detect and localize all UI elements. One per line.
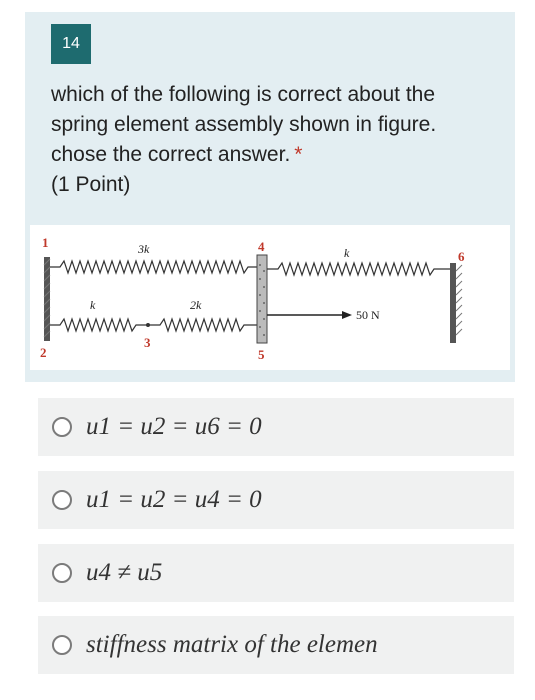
radio-button[interactable] [52, 635, 72, 655]
node-label-5: 5 [258, 347, 265, 362]
force-arrow-head [342, 311, 352, 319]
required-marker: * [294, 143, 303, 166]
spring-label-2k: 2k [190, 298, 202, 312]
option-1-label: u1 = u2 = u6 = 0 [86, 413, 262, 440]
spring-2k [148, 319, 257, 331]
option-4[interactable] [38, 616, 514, 674]
spring-assembly-figure [30, 225, 510, 370]
spring-3k [50, 261, 257, 273]
radio-button[interactable] [52, 417, 72, 437]
option-2-label: u1 = u2 = u4 = 0 [86, 486, 262, 513]
radio-button[interactable] [52, 490, 72, 510]
spring-label-3k: 3k [138, 242, 150, 256]
node-label-4: 4 [258, 239, 265, 254]
node-label-6: 6 [458, 249, 465, 264]
question-number: 14 [62, 35, 80, 52]
question-text-block [51, 80, 491, 200]
option-3[interactable] [38, 544, 514, 602]
question-number-badge [51, 24, 91, 64]
question-points: (1 Point) [51, 173, 131, 196]
option-1[interactable] [38, 398, 514, 456]
spring-diagram [30, 225, 510, 370]
force-label: 50 N [356, 308, 380, 322]
left-wall [44, 257, 50, 341]
question-text: which of the following is correct about the spring element assembly shown in figure. chose the correct answer. [51, 83, 437, 166]
rigid-bar [257, 255, 267, 343]
option-4-label: stiffness matrix of the elemen [86, 631, 378, 658]
spring-label-k-right: k [344, 246, 350, 260]
node-label-2: 2 [40, 345, 47, 360]
node-label-1: 1 [42, 235, 49, 250]
node-label-3: 3 [144, 335, 151, 350]
spring-label-k-lower: k [90, 298, 96, 312]
spring-k-right [267, 263, 450, 275]
option-2[interactable] [38, 471, 514, 529]
spring-k-lower [50, 319, 148, 331]
radio-button[interactable] [52, 563, 72, 583]
option-3-label: u4 ≠ u5 [86, 559, 163, 586]
right-wall [450, 263, 462, 343]
